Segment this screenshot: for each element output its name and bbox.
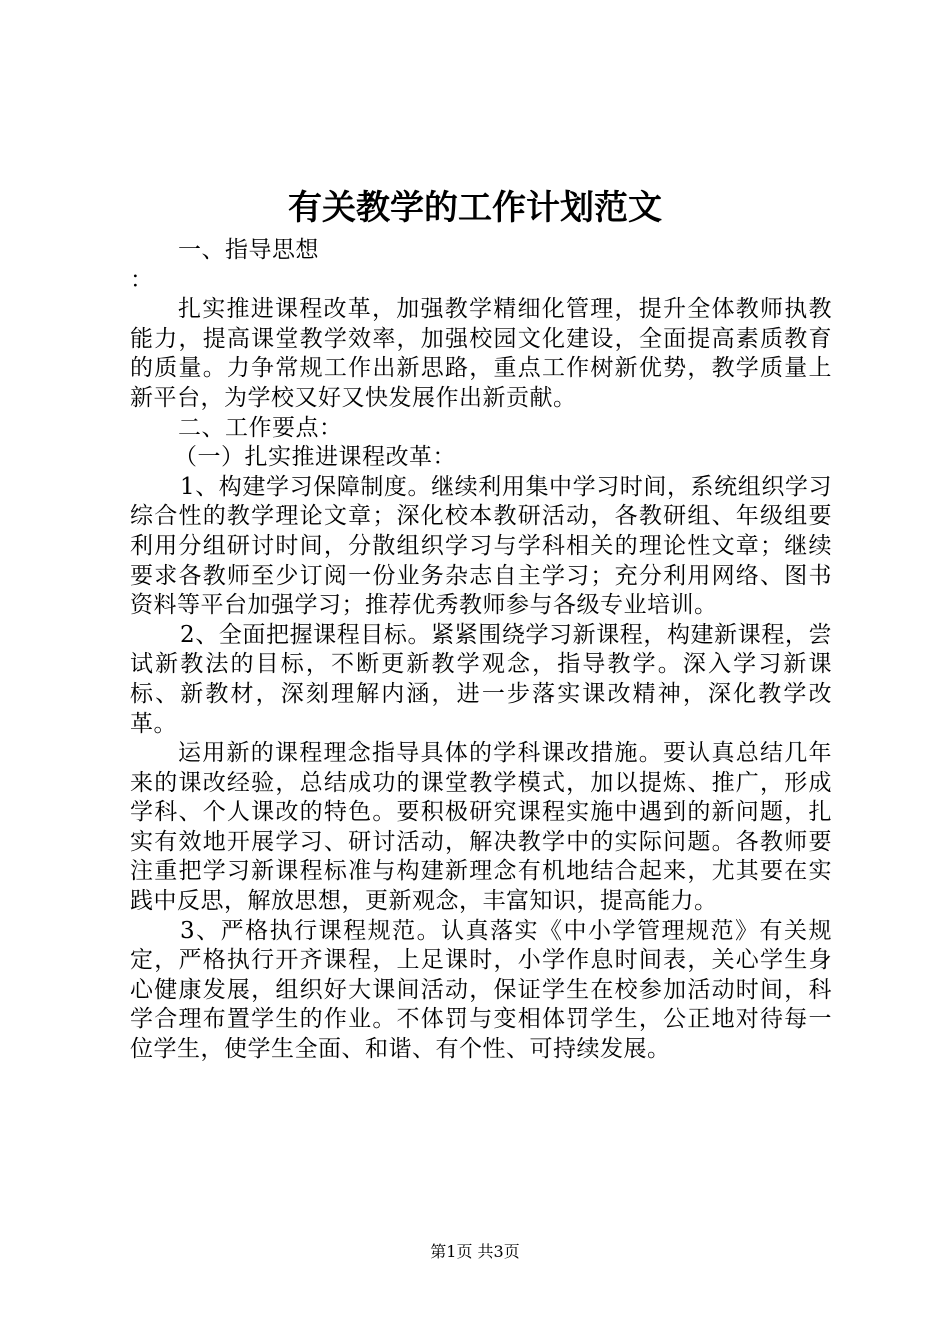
paragraph-curriculum-goals: 2、全面把握课程目标。紧紧围绕学习新课程，构建新课程，尝试新教法的目标，不断更新教学观念，指导教学。深入学习新课标、新教材，深刻理解内涵，进一步落实课改精神，深化教学改革。: [130, 621, 832, 737]
paragraph-learning-system: 1、构建学习保障制度。继续利用集中学习时间，系统组织学习综合性的教学理论文章；深化校本教研活动，各教研组、年级组要利用分组研讨时间，分散组织学习与学科相关的理论性文章；继续要求各教师至少订阅一份业务杂志自主学习；充分利用网络、图书资料等平台加强学习；推荐优秀教师参与各级专业培训。: [130, 473, 832, 619]
section-heading-guiding-ideology: 一、指导思想: [178, 237, 319, 263]
subsection-heading-curriculum-reform: （一）扎实推进课程改革：: [174, 444, 456, 471]
paragraph-curriculum-norms: 3、严格执行课程规范。认真落实《中小学管理规范》有关规定，严格执行开齐课程，上足课时，小学作息时间表，关心学生身心健康发展，组织好大课间活动，保证学生在校参加活动时间，科学合理布置学生的作业。不体罚与变相体罚学生，公正地对待每一位学生，使学生全面、和谐、有个性、可持续发展。: [130, 917, 832, 1063]
section-heading-colon: ：: [130, 266, 154, 293]
document-title: 有关教学的工作计划范文: [288, 188, 662, 228]
paragraph-curriculum-ideas: 运用新的课程理念指导具体的学科课改措施。要认真总结几年来的课改经验，总结成功的课堂教学模式，加以提炼、推广，形成学科、个人课改的特色。要积极研究课程实施中遇到的新问题，扎实有效地开展学习、研讨活动，解决教学中的实际问题。各教师要注重把学习新课程标准与构建新理念有机地结合起来，尤其要在实践中反思，解放思想，更新观念，丰富知识，提高能力。: [130, 740, 832, 915]
document-body: [130, 236, 832, 1065]
page-footer: 第1页 共3页: [430, 1242, 520, 1261]
paragraph-guiding-ideology: 扎实推进课程改革，加强教学精细化管理，提升全体教师执教能力，提高课堂教学效率，加强校园文化建设，全面提高素质教育的质量。力争常规工作出新思路，重点工作树新优势，教学质量上新平台，为学校又好又快发展作出新贡献。: [130, 296, 832, 411]
section-heading-work-points: 二、工作要点：: [178, 414, 343, 441]
